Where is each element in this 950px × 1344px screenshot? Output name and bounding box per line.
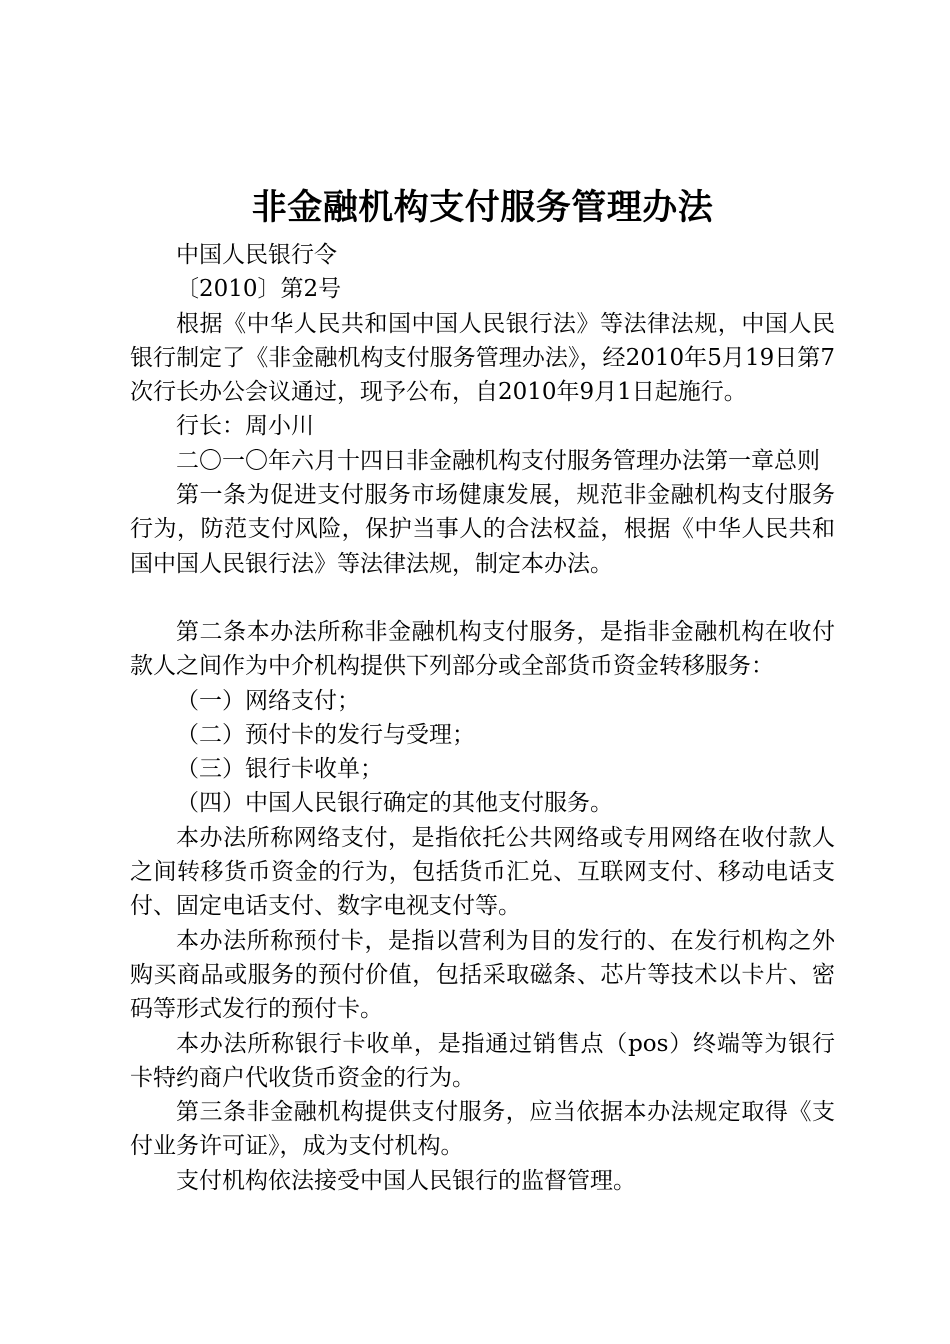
- list-item-network-payment: （一）网络支付；: [176, 687, 360, 714]
- article-2-paragraph: 第二条本办法所称非金融机构支付服务，是指非金融机构在收付款人之间作为中介机构提供下列部分或全部货币资金转移服务：: [130, 618, 835, 680]
- decree-issuer: 中国人民银行令: [176, 242, 337, 268]
- document-body: [130, 186, 835, 1198]
- signatory-line: 行长：周小川: [176, 413, 314, 440]
- list-item-other-services: （四）中国人民银行确定的其他支付服务。: [176, 790, 613, 817]
- document-title: 非金融机构支付服务管理办法: [251, 188, 714, 228]
- preamble-paragraph: 根据《中华人民共和国中国人民银行法》等法律法规，中国人民银行制定了《非金融机构支付服务管理办法》，经2010年5月19日第7次行长办公会议通过，现予公布，自2010年9月1日起施行。: [130, 310, 835, 406]
- article-3-paragraph: 第三条非金融机构提供支付服务，应当依据本办法规定取得《支付业务许可证》，成为支付机构。: [130, 1099, 835, 1160]
- date-and-chapter-heading: 二〇一〇年六月十四日非金融机构支付服务管理办法第一章总则: [176, 447, 820, 474]
- list-item-prepaid-card: （二）预付卡的发行与受理；: [176, 721, 475, 748]
- card-acquiring-definition: 本办法所称银行卡收单，是指通过销售点（pos）终端等为银行卡特约商户代收货币资金的行为。: [130, 1030, 835, 1091]
- prepaid-card-definition: 本办法所称预付卡，是指以营利为目的发行的、在发行机构之外购买商品或服务的预付价值，包括采取磁条、芯片等技术以卡片、密码等形式发行的预付卡。: [130, 927, 835, 1023]
- network-payment-definition: 本办法所称网络支付，是指依托公共网络或专用网络在收付款人之间转移货币资金的行为，包括货币汇兑、互联网支付、移动电话支付、固定电话支付、数字电视支付等。: [130, 824, 835, 920]
- decree-number: 〔2010〕第2号: [176, 276, 342, 303]
- list-item-card-acquiring: （三）银行卡收单；: [176, 756, 383, 783]
- supervision-paragraph: 支付机构依法接受中国人民银行的监督管理。: [176, 1167, 636, 1194]
- article-1-paragraph: 第一条为促进支付服务市场健康发展，规范非金融机构支付服务行为，防范支付风险，保护当事人的合法权益，根据《中华人民共和国中国人民银行法》等法律法规，制定本办法。: [130, 482, 835, 577]
